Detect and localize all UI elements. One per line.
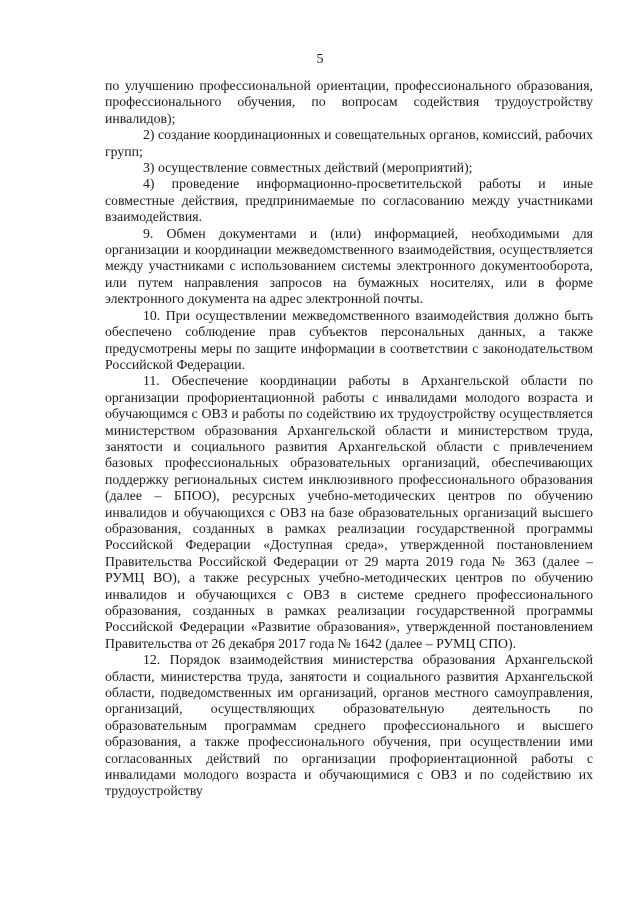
document-body: [105, 78, 593, 800]
page-number: 5: [316, 52, 324, 67]
clause-12: 12. Порядок взаимодействия министерства образования Архангельской области, министерства труда, занятости и социального развития Архангельской области, подведомственных им организаций, органов местного самоуправления, организаций, осуществляющих образовательную деятельность по образовательным программам среднего профессионального и высшего образования, а также профессионального обучения, при осуществлении ими согласованных действий по организации профориентационной работы с инвалидами молодого возраста и обучающимися с ОВЗ и по содействию их трудоустройству: [105, 652, 593, 799]
list-item-4: 4) проведение информационно-просветительской работы и иные совместные действия, предпринимаемые по согласованию между участниками взаимодействия.: [105, 176, 593, 225]
list-item-2: 2) создание координационных и совещательных органов, комиссий, рабочих групп;: [105, 127, 594, 159]
clause-11: 11. Обеспечение координации работы в Архангельской области по организации профориентационной работы с инвалидами молодого возраста и обучающимся с ОВЗ и работы по содействию их трудоустройству осуществляется министерством образования Архангельской области и министерством труда, занятости и социального развития Архангельской области с привлечением базовых профессиональных образовательных организаций, обеспечивающих поддержку региональных систем инклюзивного профессионального образования (далее – БПОО), ресурсных учебно-методических центров по обучению инвалидов и обучающихся с ОВЗ на базе образовательных организаций высшего образования, созданных в рамках реализации государственной программы Российской Федерации «Доступная среда», утвержденной постановлением Правительства Российской Федерации от 29 марта 2019 года № 363 (далее – РУМЦ ВО), а также ресурсных учебно-методических центров по обучению инвалидов и обучающихся с ОВЗ в системе среднего профессионального образования, созданных в рамках реализации государственной программы Российской Федерации «Развитие образования», утвержденной постановлением Правительства от 26 декабря 2017 года № 1642 (далее – РУМЦ СПО).: [105, 373, 593, 651]
paragraph-continuation: по улучшению профессиональной ориентации, профессионального образования, профессионального обучения, по вопросам содействия трудоустройству инвалидов);: [105, 78, 593, 126]
clause-10: 10. При осуществлении межведомственного взаимодействия должно быть обеспечено соблюдение прав субъектов персональных данных, а также предусмотрены меры по защите информации в соответствии с законодательством Российской Федерации.: [105, 307, 593, 372]
list-item-3: 3) осуществление совместных действий (мероприятий);: [143, 160, 473, 176]
clause-9: 9. Обмен документами и (или) информацией, необходимыми для организации и координации межведомственного взаимодействия, осуществляется между участниками с использованием системы электронного документооборота, или путем направления запросов на бумажных носителях, или в форме электронного документа на адрес электронной почты.: [105, 225, 593, 307]
